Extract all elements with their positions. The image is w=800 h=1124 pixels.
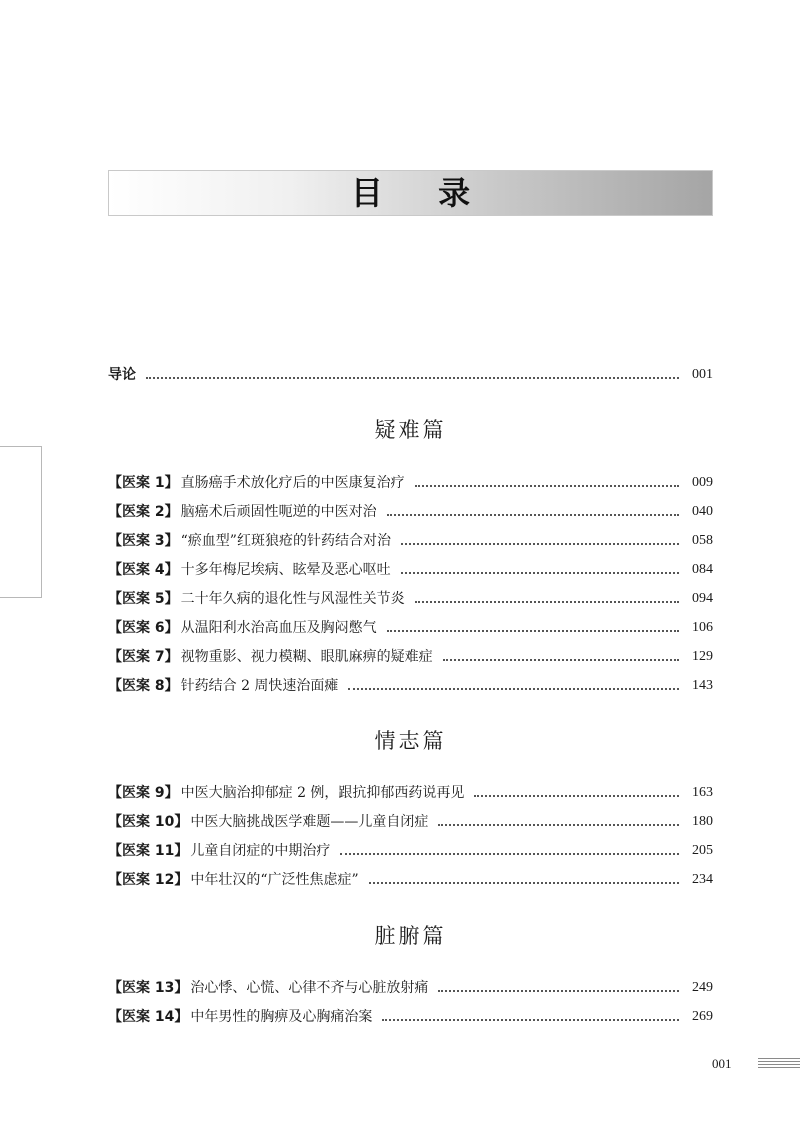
toc-entry-page: 163: [692, 785, 713, 800]
toc-entry-label: 【医案 8】: [108, 678, 179, 694]
toc-entry-page: 129: [692, 649, 713, 664]
toc-entry[interactable]: [108, 1004, 713, 1026]
toc-entry-page: 106: [692, 620, 713, 635]
footer-decorative-lines: [758, 1058, 800, 1070]
toc-entry-title: 从温阳利水治高血压及胸闷憋气: [180, 620, 377, 636]
toc-entry-label: 【医案 6】: [108, 620, 179, 636]
toc-entry-label: 导论: [108, 367, 136, 383]
dot-leader: [415, 601, 679, 603]
toc-entry-label: 【医案 11】: [108, 843, 189, 859]
side-tab-marker: [0, 446, 42, 598]
toc-entry-intro[interactable]: [108, 362, 713, 384]
dot-leader: [438, 824, 679, 826]
toc-entry[interactable]: [108, 673, 713, 695]
toc-entry-label: 【医案 12】: [108, 872, 189, 888]
toc-entry-page: 009: [692, 475, 713, 490]
dot-leader: [474, 795, 679, 797]
dot-leader: [443, 659, 679, 661]
toc-entry-page: 094: [692, 591, 713, 606]
toc-entry-label: 【医案 2】: [108, 504, 179, 520]
toc-entry-title: 脑癌术后顽固性呃逆的中医对治: [180, 504, 377, 520]
footer-page-number: 001: [712, 1056, 732, 1071]
toc-entry-label: 【医案 7】: [108, 649, 179, 665]
toc-entry[interactable]: [108, 644, 713, 666]
toc-entry[interactable]: [108, 557, 713, 579]
toc-entry[interactable]: [108, 499, 713, 521]
toc-entry-title: 直肠癌手术放化疗后的中医康复治疗: [180, 475, 405, 491]
dot-leader: [348, 688, 679, 690]
toc-entry-label: 【医案 14】: [108, 1009, 189, 1025]
toc-entry-page: 180: [692, 814, 713, 829]
toc-entry-title: 中医大脑挑战医学难题——儿童自闭症: [190, 814, 429, 830]
toc-entry-page: 058: [692, 533, 713, 548]
toc-entry-page: 143: [692, 678, 713, 693]
toc-entry-label: 【医案 9】: [108, 785, 179, 801]
toc-entry[interactable]: [108, 528, 713, 550]
dot-leader: [382, 1019, 679, 1021]
dot-leader: [415, 485, 679, 487]
toc-entry[interactable]: [108, 586, 713, 608]
dot-leader: [401, 572, 679, 574]
toc-title-banner: [108, 170, 713, 216]
toc-entry-title: 十多年梅尼埃病、眩晕及恶心呕吐: [180, 562, 391, 578]
toc-entry-title: 二十年久病的退化性与风湿性关节炎: [180, 591, 405, 607]
section-heading-zangfu: 脏腑篇: [374, 924, 447, 948]
toc-entry-label: 【医案 10】: [108, 814, 189, 830]
toc-entry-page: 001: [692, 367, 713, 382]
dot-leader: [438, 990, 679, 992]
toc-entry-title: 儿童自闭症的中期治疗: [190, 843, 331, 859]
toc-entry-title: 视物重影、视力模糊、眼肌麻痹的疑难症: [180, 649, 433, 665]
dot-leader: [387, 514, 679, 516]
dot-leader: [387, 630, 679, 632]
toc-entry-page: 084: [692, 562, 713, 577]
toc-entry[interactable]: [108, 809, 713, 831]
toc-entry-page: 234: [692, 872, 713, 887]
toc-entry-label: 【医案 1】: [108, 475, 179, 491]
toc-entry[interactable]: [108, 838, 713, 860]
page-title: 目 录: [350, 174, 493, 212]
dot-leader: [369, 882, 679, 884]
toc-entry[interactable]: [108, 867, 713, 889]
toc-entry[interactable]: [108, 615, 713, 637]
toc-entry-page: 249: [692, 980, 713, 995]
toc-entry[interactable]: [108, 780, 713, 802]
dot-leader: [401, 543, 679, 545]
toc-entry-title: 针药结合 2 周快速治面瘫: [180, 678, 339, 694]
toc-entry-label: 【医案 5】: [108, 591, 179, 607]
dot-leader: [146, 377, 679, 379]
toc-entry-title: 治心悸、心慌、心律不齐与心脏放射痛: [190, 980, 429, 996]
toc-entry-page: 269: [692, 1009, 713, 1024]
toc-entry-label: 【医案 4】: [108, 562, 179, 578]
toc-entry-title: “瘀血型”红斑狼疮的针药结合对治: [180, 533, 391, 549]
toc-entry-page: 205: [692, 843, 713, 858]
toc-entry-title: 中年壮汉的“广泛性焦虑症”: [190, 872, 359, 888]
toc-entry-label: 【医案 3】: [108, 533, 179, 549]
section-heading-qingzhi: 情志篇: [374, 729, 447, 753]
section-heading-yinan: 疑难篇: [374, 418, 447, 442]
dot-leader: [340, 853, 679, 855]
toc-entry-title: 中年男性的胸痹及心胸痛治案: [190, 1009, 373, 1025]
toc-entry-title: 中医大脑治抑郁症 2 例，跟抗抑郁西药说再见: [180, 785, 465, 801]
toc-entry[interactable]: [108, 470, 713, 492]
toc-entry-label: 【医案 13】: [108, 980, 189, 996]
toc-entry-page: 040: [692, 504, 713, 519]
toc-entry[interactable]: [108, 975, 713, 997]
